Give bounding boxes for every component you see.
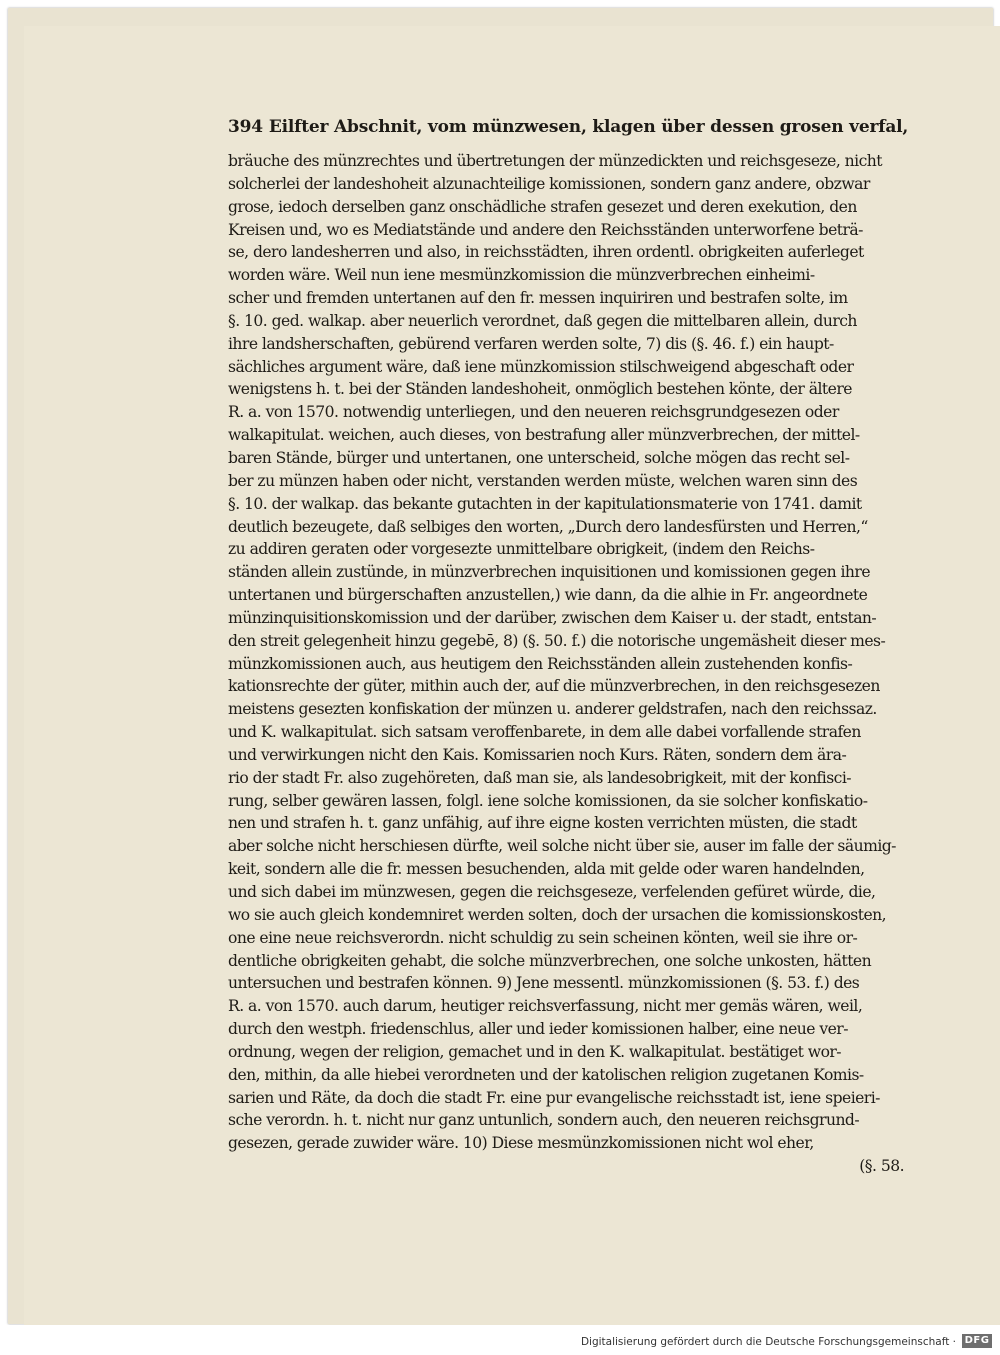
page-content [228, 112, 908, 1178]
text-line: §. 10. der walkap. das bekante gutachten in der kapitulationsmaterie von 1741. damit [228, 494, 862, 513]
text-line: sche verordn. h. t. nicht nur ganz untunlich, sondern auch, den neueren reichsgrund- [228, 1111, 860, 1130]
text-line: grose, iedoch derselben ganz onschädliche strafen gesezet und deren exekution, den [228, 197, 857, 216]
footer-bar [0, 1325, 1000, 1355]
text-line: ber zu münzen haben oder nicht, verstanden werden müste, welchen waren sinn des [228, 471, 858, 490]
text-line: den streit gelegenheit hinzu gegebē, 8) (§. 50. f.) die notorische ungemäsheit dieser mes- [228, 631, 886, 650]
text-line: und K. walkapitulat. sich satsam veroffenbarete, in dem alle dabei vorfallende strafen [228, 723, 861, 742]
running-head [228, 112, 908, 142]
text-line: solcherlei der landeshoheit alzunachteilige komissionen, sondern ganz andere, obzwar [228, 174, 870, 193]
text-line: dentliche obrigkeiten gehabt, die solche münzverbrechen, one solche unkosten, hätten [228, 951, 872, 970]
text-line: walkapitulat. weichen, auch dieses, von bestrafung aller münzverbrechen, der mittel- [228, 426, 860, 445]
text-line: R. a. von 1570. notwendig unterliegen, und den neueren reichsgrundgesezen oder [228, 403, 839, 422]
text-line: sarien und Räte, da doch die stadt Fr. eine pur evangelische reichsstadt ist, iene speieri- [228, 1088, 880, 1107]
text-line: den, mithin, da alle hiebei verordneten und der katolischen religion zugetanen Komis- [228, 1065, 864, 1084]
running-head-title: Eilfter Abschnit, vom münzwesen, klagen über dessen grosen verfal, [268, 117, 909, 137]
text-line: und verwirkungen nicht den Kais. Komissarien noch Kurs. Räten, sondern dem ära- [228, 745, 847, 764]
text-line: gesezen, gerade zuwider wäre. 10) Diese mesmünzkomissionen nicht wol eher, [228, 1134, 814, 1153]
text-line: ihre landsherschaften, gebürend verfaren werden solte, 7) dis (§. 46. f.) ein haupt- [228, 334, 834, 353]
text-line: rung, selber gewären lassen, folgl. iene solche komissionen, da sie solcher konfiskatio- [228, 791, 868, 810]
text-line: keit, sondern alle die fr. messen besuchenden, alda mit gelde oder waren handelnden, [228, 860, 865, 879]
text-line: nen und strafen h. t. ganz unfähig, auf ihre eigne kosten verrichten müsten, die stadt [228, 814, 857, 833]
catchword: (§. 58. [859, 1157, 904, 1176]
dfg-logo: DFG [962, 1334, 992, 1348]
text-line: sächliches argument wäre, daß iene münzkomission stilschweigend abgeschaft oder [228, 357, 854, 376]
footer-credit: Digitalisierung gefördert durch die Deutsche Forschungsgemeinschaft · [580, 1336, 956, 1348]
text-line: durch den westph. friedenschlus, aller und ieder komissionen halber, eine neue ver- [228, 1020, 848, 1039]
text-line: wo sie auch gleich kondemniret werden solten, doch der ursachen die komissionskosten, [228, 905, 887, 924]
text-line: meistens gesezten konfiskation der münzen u. anderer geldstrafen, nach den reichssaz. [228, 700, 877, 719]
text-line: kationsrechte der güter, mithin auch der, auf die münzverbrechen, in den reichsgesezen [228, 677, 880, 696]
page-number: 394 [228, 117, 263, 137]
text-line: rio der stadt Fr. also zugehöreten, daß man sie, als landesobrigkeit, mit der konfisci- [228, 768, 852, 787]
text-line: baren Stände, bürger und untertanen, one unterscheid, solche mögen das recht sel- [228, 448, 850, 467]
text-line: one eine neue reichsverordn. nicht schuldig zu sein scheinen könten, weil sie ihre or- [228, 928, 858, 947]
text-line: zu addiren geraten oder vorgesezte unmittelbare obrigkeit, (indem den Reichs- [228, 540, 815, 559]
text-line: münzinquisitionskomission und der darüber, zwischen dem Kaiser u. der stadt, entstan- [228, 608, 877, 627]
text-line: aber solche nicht herschiesen dürfte, weil solche nicht über sie, auser im falle der säumig- [228, 837, 896, 856]
text-line: untersuchen und bestrafen können. 9) Jene messentl. münzkomissionen (§. 53. f.) des [228, 974, 860, 993]
text-line: se, dero landesherren und also, in reichsstädten, ihren ordentl. obrigkeiten auferleget [228, 243, 864, 262]
text-line: untertanen und bürgerschaften anzustellen,) wie dann, da die alhie in Fr. angeordnete [228, 586, 868, 605]
text-line: ordnung, wegen der religion, gemachet und in den K. walkapitulat. bestätiget wor- [228, 1042, 842, 1061]
text-line: bräuche des münzrechtes und übertretungen der münzedickten und reichsgeseze, nicht [228, 152, 882, 170]
text-line: worden wäre. Weil nun iene mesmünzkomission die münzverbrechen einheimi- [228, 266, 815, 285]
text-line: und sich dabei im münzwesen, gegen die reichsgeseze, verfelenden gefüret würde, die, [228, 883, 876, 901]
text-line: Kreisen und, wo es Mediatstände und andere den Reichsständen unterworfene beträ- [228, 220, 863, 239]
text-line: §. 10. ged. walkap. aber neuerlich verordnet, daß gegen die mittelbaren allein, durch [228, 311, 857, 330]
text-line: münzkomissionen auch, aus heutigem den Reichsständen allein zustehenden konfis- [228, 654, 853, 673]
text-line: wenigstens h. t. bei der Ständen landeshoheit, onmöglich bestehen könte, der ältere [228, 380, 852, 399]
text-line: ständen allein zustünde, in münzverbrechen inquisitionen und komissionen gegen ihre [228, 563, 870, 582]
body-text [228, 150, 908, 1155]
text-line: deutlich bezeugete, daß selbiges den worten, „Durch dero landesfürsten und Herren,“ [228, 517, 868, 536]
text-line: scher und fremden untertanen auf den fr. messen inquiriren und bestrafen solte, im [228, 289, 848, 308]
text-line: R. a. von 1570. auch darum, heutiger reichsverfassung, nicht mer gemäs wären, weil, [228, 997, 863, 1016]
